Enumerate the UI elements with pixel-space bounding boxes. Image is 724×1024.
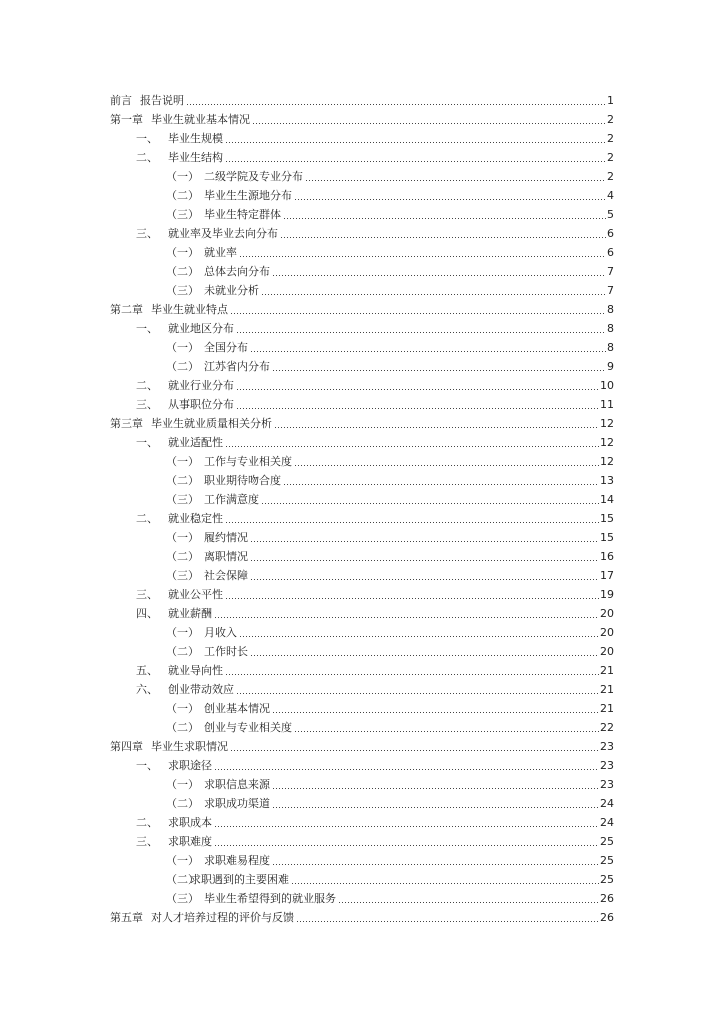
toc-entry-page: 26 xyxy=(600,892,614,905)
toc-entry-title: 江苏省内分布 xyxy=(204,360,270,373)
toc-entry-number: 五、 xyxy=(136,664,158,677)
toc-entry[interactable] xyxy=(166,699,614,718)
dot-leader xyxy=(239,623,599,642)
toc-entry[interactable] xyxy=(136,756,614,775)
toc-entry-page: 26 xyxy=(600,911,614,924)
toc-entry[interactable] xyxy=(166,623,614,642)
toc-entry-number: 第三章 xyxy=(110,417,143,430)
dot-leader xyxy=(291,870,599,889)
toc-entry[interactable] xyxy=(110,91,614,110)
toc-entry[interactable] xyxy=(136,604,614,623)
toc-entry-number: 三、 xyxy=(136,588,158,601)
dot-leader xyxy=(236,395,599,414)
toc-entry-title: 毕业生特定群体 xyxy=(204,208,281,221)
toc-entry-number: 一、 xyxy=(136,322,158,335)
dot-leader xyxy=(250,547,599,566)
toc-entry-page: 7 xyxy=(607,284,614,297)
toc-entry-number: （二） xyxy=(166,360,199,373)
toc-entry[interactable] xyxy=(136,832,614,851)
toc-entry[interactable] xyxy=(166,167,614,186)
dot-leader xyxy=(294,186,606,205)
toc-entry-title: 创业带动效应 xyxy=(168,683,234,696)
dot-leader xyxy=(305,167,606,186)
toc-entry-title: 职业期待吻合度 xyxy=(204,474,281,487)
dot-leader xyxy=(250,528,599,547)
toc-entry[interactable] xyxy=(166,851,614,870)
toc-entry-page: 12 xyxy=(600,455,614,468)
toc-entry-page: 24 xyxy=(600,797,614,810)
toc-entry-page: 21 xyxy=(600,664,614,677)
toc-entry-number: 三、 xyxy=(136,227,158,240)
toc-entry-page: 12 xyxy=(600,417,614,430)
toc-entry[interactable] xyxy=(136,813,614,832)
toc-entry-page: 25 xyxy=(600,873,614,886)
toc-entry-page: 25 xyxy=(600,854,614,867)
toc-entry-title: 就业稳定性 xyxy=(168,512,223,525)
toc-entry-title: 就业行业分布 xyxy=(168,379,234,392)
toc-entry-number: （一） xyxy=(166,341,199,354)
toc-entry-number: （二） xyxy=(166,265,199,278)
toc-entry-number: 二、 xyxy=(136,151,158,164)
toc-entry-page: 23 xyxy=(600,759,614,772)
toc-entry-title: 求职途径 xyxy=(168,759,212,772)
toc-entry-number: （三） xyxy=(166,493,199,506)
toc-entry-title: 求职成本 xyxy=(168,816,212,829)
toc-entry-title: 报告说明 xyxy=(140,94,184,107)
toc-entry[interactable] xyxy=(166,794,614,813)
toc-entry-page: 20 xyxy=(600,645,614,658)
toc-entry[interactable] xyxy=(110,737,614,756)
toc-entry[interactable] xyxy=(166,490,614,509)
toc-entry-page: 8 xyxy=(607,322,614,335)
toc-entry-page: 9 xyxy=(607,360,614,373)
toc-entry-title: 就业导向性 xyxy=(168,664,223,677)
toc-entry-page: 2 xyxy=(607,113,614,126)
dot-leader xyxy=(272,699,599,718)
dot-leader xyxy=(214,756,599,775)
dot-leader xyxy=(236,319,606,338)
toc-entry-page: 17 xyxy=(600,569,614,582)
toc-entry-title: 毕业生规模 xyxy=(168,132,223,145)
dot-leader xyxy=(230,300,606,319)
toc-entry[interactable] xyxy=(166,357,614,376)
toc-entry-title: 工作时长 xyxy=(204,645,248,658)
dot-leader xyxy=(296,908,599,927)
toc-entry-page: 15 xyxy=(600,531,614,544)
toc-entry-number: 第一章 xyxy=(110,113,143,126)
toc-entry[interactable] xyxy=(166,262,614,281)
toc-entry[interactable] xyxy=(136,395,614,414)
toc-entry-title: 二级学院及专业分布 xyxy=(204,170,303,183)
toc-entry-title: 总体去向分布 xyxy=(204,265,270,278)
dot-leader xyxy=(250,642,599,661)
toc-entry-title: 求职信息来源 xyxy=(204,778,270,791)
toc-entry-page: 4 xyxy=(607,189,614,202)
toc-entry-title: 全国分布 xyxy=(204,341,248,354)
toc-entry-number: 第五章 xyxy=(110,911,143,924)
toc-entry-number: （二） xyxy=(166,797,199,810)
dot-leader xyxy=(186,91,606,110)
toc-entry[interactable] xyxy=(166,870,614,889)
toc-entry-number: 二、 xyxy=(136,512,158,525)
dot-leader xyxy=(225,661,599,680)
toc-entry-title: 毕业生结构 xyxy=(168,151,223,164)
dot-leader xyxy=(225,585,599,604)
toc-entry-page: 2 xyxy=(607,132,614,145)
toc-entry-number: （三） xyxy=(166,284,199,297)
toc-entry-number: （一） xyxy=(166,854,199,867)
toc-entry[interactable] xyxy=(166,775,614,794)
toc-entry-page: 21 xyxy=(600,683,614,696)
toc-entry-title: 就业地区分布 xyxy=(168,322,234,335)
toc-entry-number: （二） xyxy=(166,550,199,563)
toc-entry-page: 19 xyxy=(600,588,614,601)
toc-entry-page: 13 xyxy=(600,474,614,487)
dot-leader xyxy=(272,794,599,813)
toc-entry-page: 8 xyxy=(607,341,614,354)
toc-entry[interactable] xyxy=(110,110,614,129)
dot-leader xyxy=(250,338,606,357)
toc-entry-title: 创业与专业相关度 xyxy=(204,721,292,734)
toc-entry[interactable] xyxy=(110,300,614,319)
toc-entry-number: （一） xyxy=(166,702,199,715)
dot-leader xyxy=(283,471,599,490)
toc-entry-page: 1 xyxy=(607,94,614,107)
toc-entry-number: （一） xyxy=(166,455,199,468)
toc-entry-title: 未就业分析 xyxy=(204,284,259,297)
toc-entry[interactable] xyxy=(166,243,614,262)
toc-entry-number: （一） xyxy=(166,778,199,791)
toc-entry-page: 23 xyxy=(600,740,614,753)
dot-leader xyxy=(225,509,599,528)
toc-entry-number: 六、 xyxy=(136,683,158,696)
toc-entry-page: 16 xyxy=(600,550,614,563)
toc-entry-title: 工作满意度 xyxy=(204,493,259,506)
toc-entry-number: （一） xyxy=(166,626,199,639)
dot-leader xyxy=(225,148,606,167)
toc-entry-page: 10 xyxy=(600,379,614,392)
toc-entry[interactable] xyxy=(136,433,614,452)
toc-entry-number: 第四章 xyxy=(110,740,143,753)
toc-entry[interactable] xyxy=(136,129,614,148)
toc-entry[interactable] xyxy=(166,205,614,224)
toc-entry[interactable] xyxy=(166,566,614,585)
dot-leader xyxy=(280,224,606,243)
toc-entry-title: 求职成功渠道 xyxy=(204,797,270,810)
toc-entry-number: （二） xyxy=(166,721,199,734)
toc-entry[interactable] xyxy=(166,547,614,566)
toc-entry-title: 求职难易程度 xyxy=(204,854,270,867)
toc-entry-page: 24 xyxy=(600,816,614,829)
toc-entry-page: 5 xyxy=(607,208,614,221)
toc-entry-number: （三） xyxy=(166,892,199,905)
toc-entry-title: 就业率 xyxy=(204,246,237,259)
toc-entry-number: 一、 xyxy=(136,436,158,449)
dot-leader xyxy=(272,851,599,870)
toc-entry[interactable] xyxy=(166,338,614,357)
dot-leader xyxy=(261,281,606,300)
toc-entry-page: 15 xyxy=(600,512,614,525)
toc-entry[interactable] xyxy=(166,528,614,547)
dot-leader xyxy=(230,737,599,756)
toc-entry[interactable] xyxy=(166,642,614,661)
toc-entry[interactable] xyxy=(166,281,614,300)
toc-entry-number: （二） xyxy=(166,873,199,886)
dot-leader xyxy=(214,604,599,623)
toc-entry[interactable] xyxy=(136,661,614,680)
toc-entry-number: 三、 xyxy=(136,835,158,848)
toc-entry-number: （一） xyxy=(166,170,199,183)
toc-entry-page: 14 xyxy=(600,493,614,506)
toc-entry-number: （二） xyxy=(166,189,199,202)
toc-entry-number: （一） xyxy=(166,531,199,544)
toc-entry[interactable] xyxy=(166,718,614,737)
toc-entry[interactable] xyxy=(136,224,614,243)
dot-leader xyxy=(274,414,599,433)
toc-entry-number: 四、 xyxy=(136,607,158,620)
dot-leader xyxy=(252,110,606,129)
toc-entry[interactable] xyxy=(136,680,614,699)
dot-leader xyxy=(236,680,599,699)
toc-entry-page: 6 xyxy=(607,227,614,240)
toc-entry-number: （一） xyxy=(166,246,199,259)
toc-entry-number: 三、 xyxy=(136,398,158,411)
dot-leader xyxy=(250,566,599,585)
toc-entry-page: 23 xyxy=(600,778,614,791)
toc-entry-title: 月收入 xyxy=(204,626,237,639)
toc-entry-title: 从事职位分布 xyxy=(168,398,234,411)
dot-leader xyxy=(294,452,599,471)
toc-entry[interactable] xyxy=(166,186,614,205)
dot-leader xyxy=(225,433,599,452)
dot-leader xyxy=(294,718,599,737)
toc-entry[interactable] xyxy=(166,471,614,490)
dot-leader xyxy=(214,813,599,832)
dot-leader xyxy=(214,832,599,851)
toc-entry[interactable] xyxy=(136,376,614,395)
toc-entry-page: 2 xyxy=(607,170,614,183)
toc-entry-title: 毕业生就业基本情况 xyxy=(151,113,250,126)
dot-leader xyxy=(283,205,606,224)
toc-entry-number: 一、 xyxy=(136,132,158,145)
toc-entry-number: （二） xyxy=(166,474,199,487)
toc-entry[interactable] xyxy=(166,452,614,471)
toc-entry-number: （三） xyxy=(166,208,199,221)
toc-entry-page: 20 xyxy=(600,607,614,620)
toc-entry-title: 求职难度 xyxy=(168,835,212,848)
toc-entry-number: 第二章 xyxy=(110,303,143,316)
dot-leader xyxy=(272,357,606,376)
toc-entry[interactable] xyxy=(136,148,614,167)
toc-entry-title: 毕业生就业特点 xyxy=(151,303,228,316)
toc-entry[interactable] xyxy=(136,585,614,604)
dot-leader xyxy=(338,889,599,908)
dot-leader xyxy=(272,775,599,794)
toc-entry-number: （三） xyxy=(166,569,199,582)
toc-entry-title: 毕业生生源地分布 xyxy=(204,189,292,202)
toc-entry-number: 前言 xyxy=(110,94,132,107)
dot-leader xyxy=(272,262,606,281)
toc-entry-page: 11 xyxy=(600,398,614,411)
toc-entry[interactable] xyxy=(136,509,614,528)
toc-entry-page: 22 xyxy=(600,721,614,734)
toc-entry-page: 20 xyxy=(600,626,614,639)
toc-entry-title: 就业公平性 xyxy=(168,588,223,601)
toc-entry-page: 21 xyxy=(600,702,614,715)
toc-entry-title: 履约情况 xyxy=(204,531,248,544)
dot-leader xyxy=(261,490,599,509)
toc-entry-title: 社会保障 xyxy=(204,569,248,582)
toc-entry-page: 25 xyxy=(600,835,614,848)
toc-entry-title: 就业率及毕业去向分布 xyxy=(168,227,278,240)
dot-leader xyxy=(225,129,606,148)
toc-entry[interactable] xyxy=(136,319,614,338)
toc-entry-page: 8 xyxy=(607,303,614,316)
toc-entry-title: 求职遇到的主要困难 xyxy=(190,873,289,886)
toc-entry-title: 工作与专业相关度 xyxy=(204,455,292,468)
toc-entry-title: 创业基本情况 xyxy=(204,702,270,715)
toc-entry-title: 离职情况 xyxy=(204,550,248,563)
toc-entry-page: 6 xyxy=(607,246,614,259)
toc-entry-title: 毕业生希望得到的就业服务 xyxy=(204,892,336,905)
toc-entry-page: 12 xyxy=(600,436,614,449)
dot-leader xyxy=(239,243,606,262)
toc-entry-number: 二、 xyxy=(136,816,158,829)
toc-entry[interactable] xyxy=(110,414,614,433)
dot-leader xyxy=(236,376,599,395)
toc-entry-title: 就业薪酬 xyxy=(168,607,212,620)
toc-entry-number: 一、 xyxy=(136,759,158,772)
toc-entry-page: 7 xyxy=(607,265,614,278)
toc-entry-title: 对人才培养过程的评价与反馈 xyxy=(151,911,294,924)
toc-entry-number: （二） xyxy=(166,645,199,658)
toc-entry-title: 就业适配性 xyxy=(168,436,223,449)
toc-entry-title: 毕业生就业质量相关分析 xyxy=(151,417,272,430)
toc-entry[interactable] xyxy=(110,908,614,927)
toc-entry-page: 2 xyxy=(607,151,614,164)
toc-entry-title: 毕业生求职情况 xyxy=(151,740,228,753)
toc-entry[interactable] xyxy=(166,889,614,908)
toc-entry-number: 二、 xyxy=(136,379,158,392)
